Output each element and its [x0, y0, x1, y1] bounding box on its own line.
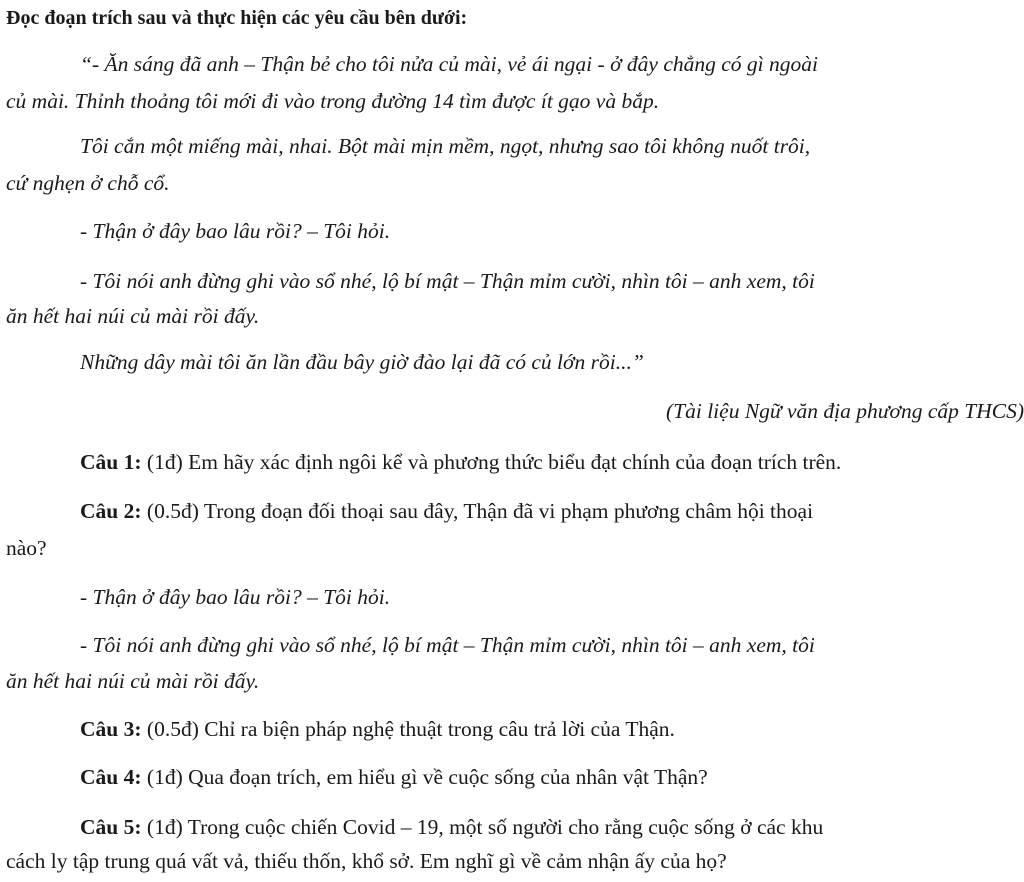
passage-p2-line1: Tôi cắn một miếng mài, nhai. Bột mài mịn mềm, ngọt, nhưng sao tôi không nuốt trôi, [80, 134, 811, 158]
question-1-label: Câu 1: [80, 450, 142, 474]
question-2-text: (0.5đ) Trong đoạn đối thoại sau đây, Thận đã vi phạm phương châm hội thoại [141, 499, 814, 523]
question-3-text: (0.5đ) Chỉ ra biện pháp nghệ thuật trong câu trả lời của Thận. [141, 717, 675, 741]
passage-source: (Tài liệu Ngữ văn địa phương cấp THCS) [665, 399, 1024, 423]
question-5-label: Câu 5: [80, 815, 142, 839]
question-5-text-line2: cách ly tập trung quá vất vả, thiếu thốn, khổ sở. Em nghĩ gì về cảm nhận ấy của họ? [6, 849, 727, 873]
passage-p5: Những dây mài tôi ăn lần đầu bây giờ đào lại đã có củ lớn rồi...” [80, 350, 644, 374]
question-3-label: Câu 3: [80, 717, 142, 741]
question-4-label: Câu 4: [80, 765, 142, 789]
passage-p1-line2: củ mài. Thỉnh thoảng tôi mới đi vào trong đường 14 tìm được ít gạo và bắp. [6, 89, 660, 113]
question-2-quote-line1: - Thận ở đây bao lâu rồi? – Tôi hỏi. [80, 585, 391, 609]
question-2-label: Câu 2: [80, 499, 142, 523]
question-4 [80, 762, 708, 792]
question-2-text-line2: nào? [6, 536, 47, 560]
question-2-quote-line3: ăn hết hai núi củ mài rồi đấy. [6, 669, 260, 693]
passage-p1-line1: “- Ăn sáng đã anh – Thận bẻ cho tôi nửa củ mài, vẻ ái ngại - ở đây chẳng có gì ngoài [80, 52, 818, 76]
question-4-text: (1đ) Qua đoạn trích, em hiểu gì về cuộc sống của nhân vật Thận? [141, 765, 708, 789]
question-2 [80, 496, 813, 526]
question-1-text: (1đ) Em hãy xác định ngôi kể và phương thức biểu đạt chính của đoạn trích trên. [141, 450, 842, 474]
passage-p4-line2: ăn hết hai núi củ mài rồi đấy. [6, 304, 260, 328]
question-3 [80, 714, 675, 744]
question-5 [80, 812, 823, 842]
question-1 [80, 447, 841, 477]
passage-p2-line2: cứ nghẹn ở chỗ cổ. [6, 171, 170, 195]
instruction-heading: Đọc đoạn trích sau và thực hiện các yêu cầu bên dưới: [6, 7, 468, 29]
passage-p3: - Thận ở đây bao lâu rồi? – Tôi hỏi. [80, 219, 391, 243]
question-5-text: (1đ) Trong cuộc chiến Covid – 19, một số người cho rằng cuộc sống ở các khu [141, 815, 824, 839]
question-2-quote-line2: - Tôi nói anh đừng ghi vào sổ nhé, lộ bí mật – Thận mỉm cười, nhìn tôi – anh xem, tôi [80, 633, 815, 657]
passage-p4-line1: - Tôi nói anh đừng ghi vào sổ nhé, lộ bí mật – Thận mỉm cười, nhìn tôi – anh xem, tôi [80, 269, 815, 293]
